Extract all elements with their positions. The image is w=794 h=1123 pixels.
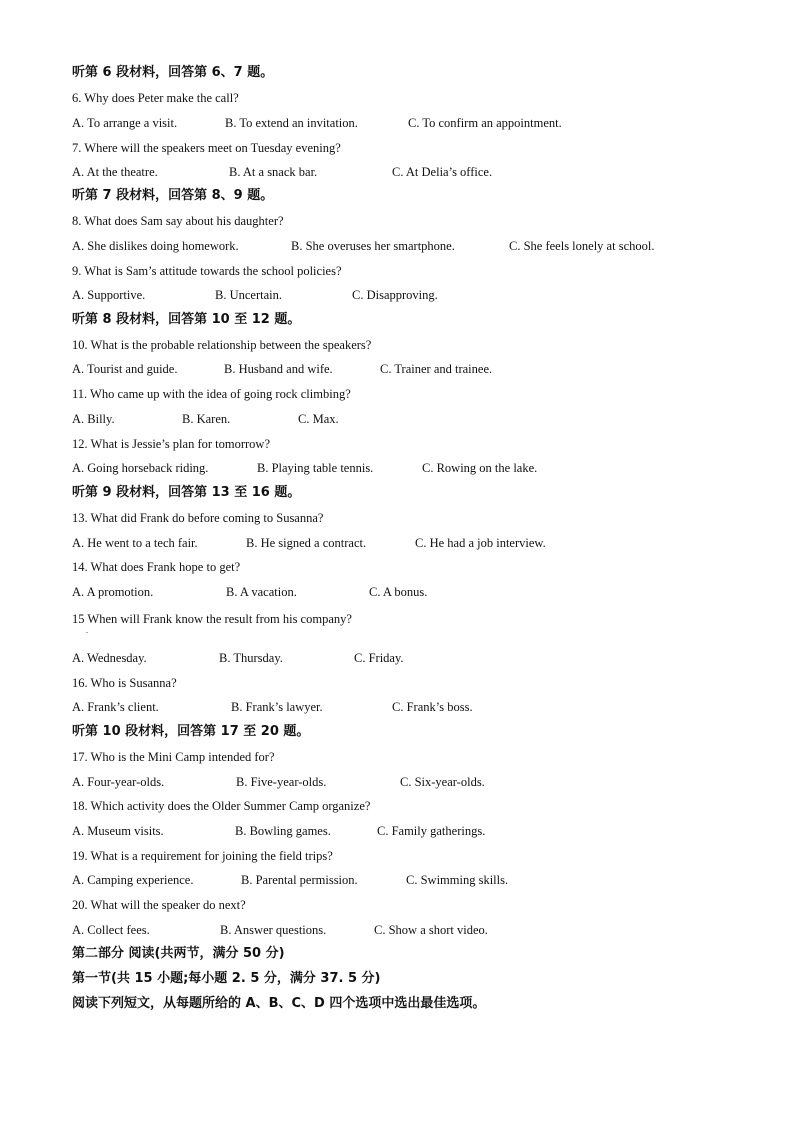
question-18-stem: 18. Which activity does the Older Summer Camp organize? [72,799,371,813]
question-14-stem: 14. What does Frank hope to get? [72,560,241,574]
question-16-stem: 16. Who is Susanna? [72,676,177,690]
question-11-stem: 11. Who came up with the idea of going rock climbing? [72,387,351,401]
option-a: A. Billy. [72,412,115,426]
part2-title: 第二部分 阅读(共两节，满分 50 分) [72,946,285,961]
question-17-stem: 17. Who is the Mini Camp intended for? [72,750,275,764]
section-heading-7: 听第 7 段材料，回答第 8、9 题。 [72,188,274,203]
section-heading-8: 听第 8 段材料，回答第 10 至 12 题。 [72,312,301,327]
option-c: C. Frank’s boss. [392,700,473,714]
option-b: B. At a snack bar. [229,165,318,179]
option-c: C. Trainer and trainee. [380,362,493,376]
question-19-stem: 19. What is a requirement for joining the field trips? [72,849,333,863]
option-a: A. Tourist and guide. [72,362,178,376]
question-13-stem: 13. What did Frank do before coming to Susanna? [72,511,324,525]
option-c: C. Six-year-olds. [400,775,485,789]
question-6-stem: 6. Why does Peter make the call? [72,91,239,105]
option-c: C. Rowing on the lake. [422,461,538,475]
section-heading-10: 听第 10 段材料，回答第 17 至 20 题。 [72,724,310,739]
part2-section1-title: 第一节(共 15 小题;每小题 2. 5 分，满分 37. 5 分) [72,971,381,986]
question-15-stem: 15 When will Frank know the result from his company? [72,612,352,626]
option-a: A. At the theatre. [72,165,158,179]
option-b: B. Answer questions. [220,923,327,937]
option-c: C. Friday. [354,651,404,665]
question-12-stem: 12. What is Jessie’s plan for tomorrow? [72,437,270,451]
question-10-stem: 10. What is the probable relationship between the speakers? [72,338,372,352]
option-c: C. Max. [298,412,339,426]
option-b: B. Five-year-olds. [236,775,327,789]
option-b: B. Frank’s lawyer. [231,700,323,714]
question-8-stem: 8. What does Sam say about his daughter? [72,214,284,228]
option-c: C. To confirm an appointment. [408,116,562,130]
option-b: B. Karen. [182,412,231,426]
option-c: C. She feels lonely at school. [509,239,655,253]
option-a: A. Collect fees. [72,923,150,937]
option-b: B. Bowling games. [235,824,331,838]
part2-instruction: 阅读下列短文，从每题所给的 A、B、C、D 四个选项中选出最佳选项。 [72,996,486,1011]
option-c: C. He had a job interview. [415,536,546,550]
option-a: A. Camping experience. [72,873,194,887]
option-b: B. Husband and wife. [224,362,333,376]
option-c: C. Swimming skills. [406,873,509,887]
option-b: B. To extend an invitation. [225,116,358,130]
option-c: C. A bonus. [369,585,428,599]
option-a: A. Frank’s client. [72,700,159,714]
option-b: B. She overuses her smartphone. [291,239,455,253]
option-a: A. Wednesday. [72,651,147,665]
option-b: B. Parental permission. [241,873,358,887]
option-b: B. A vacation. [226,585,297,599]
option-a: A. Supportive. [72,288,146,302]
option-b: B. Playing table tennis. [257,461,374,475]
option-b: B. Thursday. [219,651,283,665]
stray-dot: . [86,626,88,635]
option-a: A. To arrange a visit. [72,116,178,130]
option-c: C. At Delia’s office. [392,165,493,179]
option-a: A. He went to a tech fair. [72,536,198,550]
option-b: B. Uncertain. [215,288,282,302]
option-a: A. Museum visits. [72,824,164,838]
option-c: C. Disapproving. [352,288,438,302]
question-9-stem: 9. What is Sam’s attitude towards the school policies? [72,264,342,278]
option-c: C. Show a short video. [374,923,488,937]
option-c: C. Family gatherings. [377,824,486,838]
option-b: B. He signed a contract. [246,536,367,550]
section-heading-9: 听第 9 段材料，回答第 13 至 16 题。 [72,485,301,500]
option-a: A. Four-year-olds. [72,775,165,789]
option-a: A. She dislikes doing homework. [72,239,239,253]
option-a: A. A promotion. [72,585,154,599]
question-7-stem: 7. Where will the speakers meet on Tuesday evening? [72,141,341,155]
question-20-stem: 20. What will the speaker do next? [72,898,246,912]
section-heading-6: 听第 6 段材料，回答第 6、7 题。 [72,65,274,80]
option-a: A. Going horseback riding. [72,461,209,475]
